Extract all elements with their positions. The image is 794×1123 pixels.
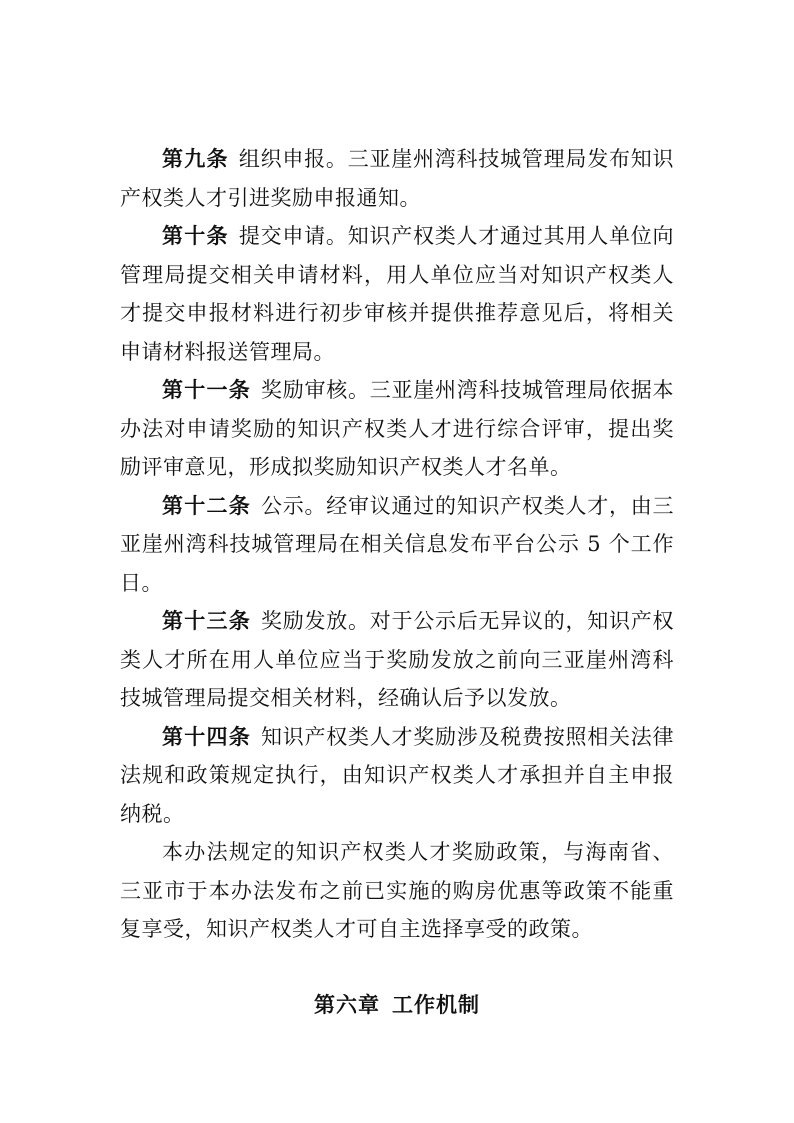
document-body	[120, 140, 674, 949]
article-title: 第十三条	[162, 609, 251, 633]
article-9	[120, 140, 674, 217]
article-title: 第九条	[162, 147, 229, 171]
article-11	[120, 371, 674, 487]
article-12	[120, 487, 674, 603]
closing-paragraph: 本办法规定的知识产权类人才奖励政策，与海南省、三亚市于本办法发布之前已实施的购房优惠等政策不能重复享受，知识产权类人才可自主选择享受的政策。	[120, 840, 674, 941]
chapter-number: 第六章	[314, 993, 380, 1017]
article-title: 第十条	[162, 224, 229, 248]
article-body: 奖励发放。对于公示后无异议的，知识产权类人才所在用人单位应当于奖励发放之前向三亚崖州湾科技城管理局提交相关材料，经确认后予以发放。	[120, 609, 674, 710]
article-10	[120, 217, 674, 371]
article-title: 第十一条	[162, 378, 251, 402]
chapter-title: 工作机制	[392, 993, 480, 1017]
article-body: 奖励审核。三亚崖州湾科技城管理局依据本办法对申请奖励的知识产权类人才进行综合评审，提出奖励评审意见，形成拟奖励知识产权类人才名单。	[120, 378, 674, 479]
chapter-heading	[0, 990, 794, 1020]
article-14	[120, 718, 674, 834]
article-body: 组织申报。三亚崖州湾科技城管理局发布知识产权类人才引进奖励申报通知。	[120, 147, 675, 210]
article-title: 第十二条	[162, 493, 251, 518]
article-body: 提交申请。知识产权类人才通过其用人单位向管理局提交相关申请材料，用人单位应当对知识产权类人才提交申报材料进行初步审核并提供推荐意见后，将相关申请材料报送管理局。	[120, 224, 675, 364]
article-title: 第十四条	[162, 724, 251, 749]
article-13	[120, 602, 674, 718]
article-body: 知识产权类人才奖励涉及税费按照相关法律法规和政策规定执行，由知识产权类人才承担并自主申报纳税。	[120, 724, 674, 826]
article-body: 公示。经审议通过的知识产权类人才，由三亚崖州湾科技城管理局在相关信息发布平台公示 5 个工作日。	[120, 493, 674, 595]
